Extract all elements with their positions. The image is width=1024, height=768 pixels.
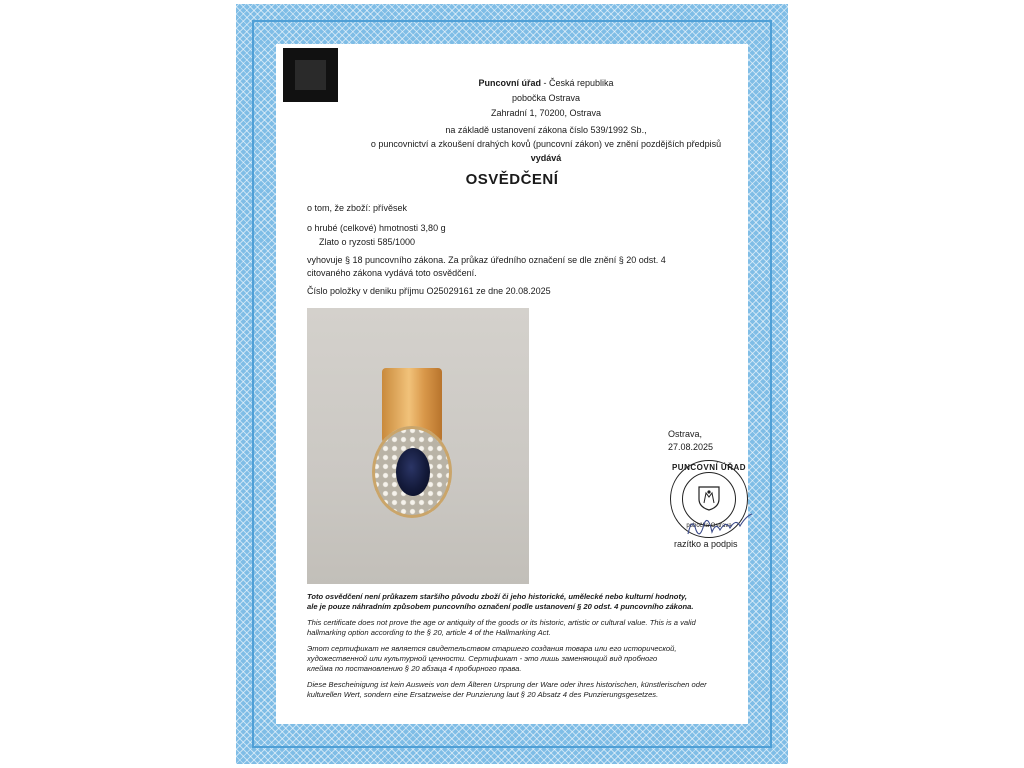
item-number-line: Číslo položky v deniku příjmu O25029161 ze dne 20.08.2025 — [307, 286, 551, 296]
goods-line: o tom, že zboží: přívěsek — [307, 203, 408, 213]
disclaimer-en-2: hallmarking option according to the § 20, article 4 of the Hallmarking Act. — [307, 628, 551, 637]
certificate-paper — [276, 44, 748, 724]
disclaimer-en-1: This certificate does not prove the age or antiquity of the goods or its historic, artistic or cultural value. This is a valid — [307, 618, 696, 627]
header-office — [346, 76, 746, 91]
qr-code — [283, 48, 338, 102]
product-photo — [307, 308, 529, 584]
disclaimer-de-2: kulturellen Wert, sondern eine Ersatzweise der Punzierung laut § 20 Absatz 4 des Punzierungsgesetzes. — [307, 690, 659, 699]
disclaimer-ru-2: художественной или культурной ценности. Сертификат - это лишь заменяющий вид пробного — [307, 654, 658, 663]
stamp-text-bottom: pobočka Ostrava — [686, 523, 732, 529]
coat-of-arms-icon — [697, 485, 721, 511]
weight-line: o hrubé (celkové) hmotnosti 3,80 g — [307, 223, 446, 233]
disclaimer-ru-3: клейма по постановлению § 20 абзаца 4 пробирного права. — [307, 664, 522, 673]
comply-line-1: vyhovuje § 18 puncovního zákona. Za průkaz úředního označení se dle znění § 20 odst. 4 — [307, 255, 666, 265]
header-basis-1: na základě ustanovení zákona číslo 539/1992 Sb., — [445, 125, 647, 135]
place-date: Ostrava, 27.08.2025 — [668, 429, 714, 452]
qr-code-center — [295, 60, 326, 90]
header-basis-2: o puncovnictví a zkoušení drahých kovů (puncovní zákon) ve znění pozdějších předpisů — [370, 139, 722, 149]
header-issues: vydává — [530, 153, 562, 163]
stamp-text-top: PUNCOVNÍ ÚŘAD — [671, 463, 747, 472]
disclaimer-cs-1: Toto osvědčení není průkazem staršího původu zboží či jeho historické, umělecké nebo kulturní hodnoty, — [307, 592, 688, 601]
certificate-title: OSVĚDČENÍ — [465, 171, 559, 188]
pendant-sapphire — [396, 448, 430, 496]
office-name: Puncovní úřad — [478, 78, 541, 88]
disclaimer-cs-2: ale je pouze náhradním způsobem puncovního označení podle ustanovení § 20 odst. 4 puncovního zákona. — [307, 602, 694, 611]
stamp-caption: razítko a podpis — [674, 539, 738, 549]
certificate-border — [236, 4, 788, 764]
disclaimer-ru-1: Этот сертификат не является свидетельством старшего создания товара или его исторической, — [307, 644, 677, 653]
header-address: Zahradní 1, 70200, Ostrava — [490, 108, 602, 118]
signature — [686, 510, 756, 540]
office-country: - Česká republika — [540, 78, 614, 88]
metal-line: Zlato o ryzosti 585/1000 — [319, 237, 416, 247]
comply-line-2: citovaného zákona vydává toto osvědčení. — [307, 268, 477, 278]
header-branch: pobočka Ostrava — [511, 93, 581, 103]
disclaimer-de-1: Diese Bescheinigung ist kein Ausweis von dem Älteren Ursprung der Ware oder ihres historischen, künstlerischen oder — [307, 680, 707, 689]
